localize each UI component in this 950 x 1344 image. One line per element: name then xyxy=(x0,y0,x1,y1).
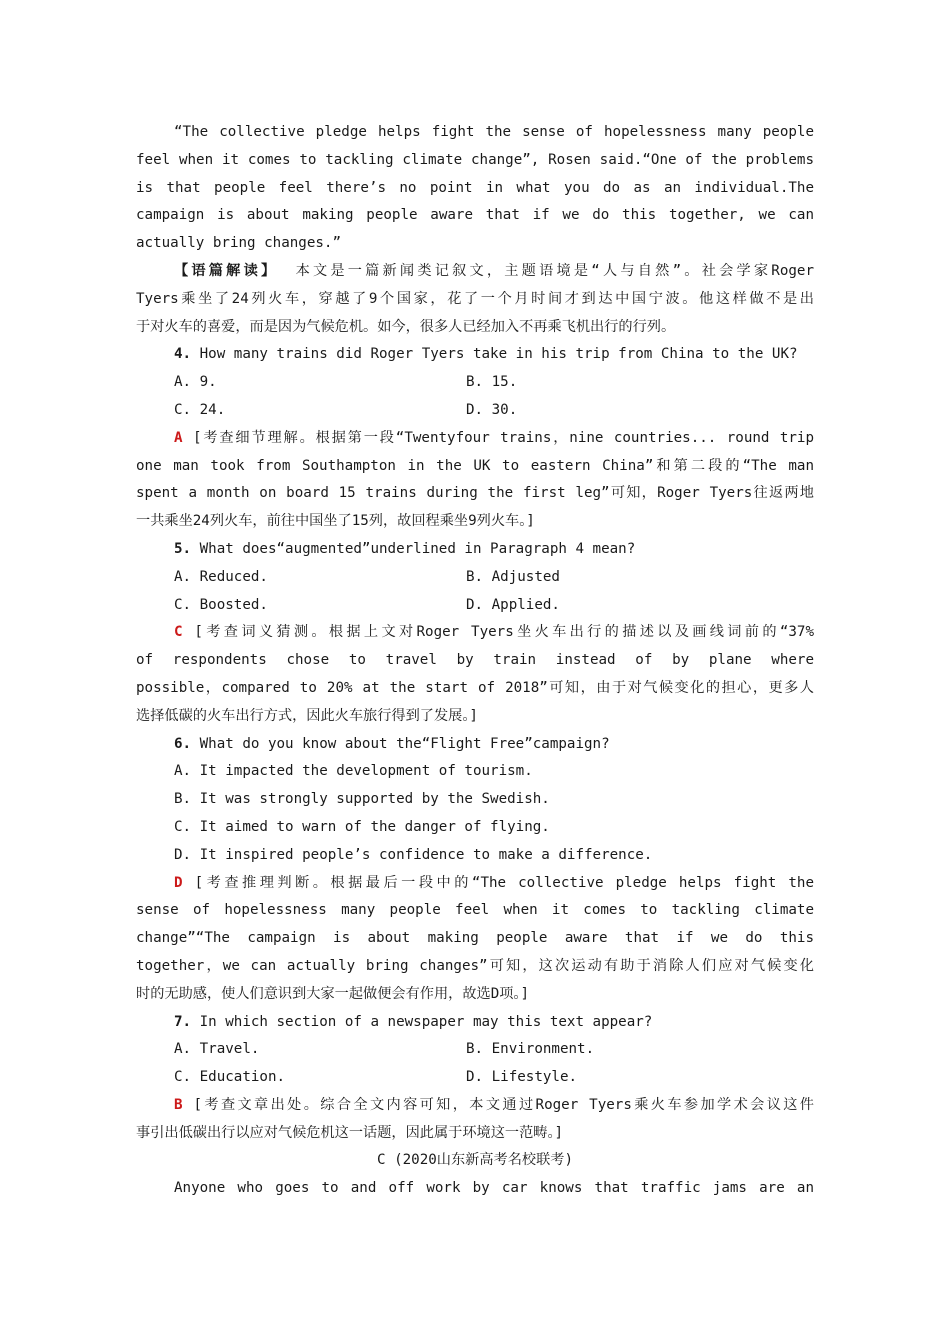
options-row xyxy=(136,369,814,397)
question-text: What does“augmented”underlined in Paragraph 4 mean? xyxy=(199,540,636,557)
analysis-line xyxy=(136,258,814,286)
passage-analysis xyxy=(136,258,814,341)
explanation-line: sense of hopelessness many people feel when it comes to tackling climate xyxy=(136,902,814,919)
question-text: What do you know about the“Flight Free”campaign? xyxy=(199,735,610,752)
option-d[interactable]: D. Applied. xyxy=(466,596,560,613)
options-row xyxy=(136,592,814,620)
option-b[interactable]: B. Adjusted xyxy=(466,568,560,585)
option-d[interactable]: D. 30. xyxy=(466,401,518,418)
option-a[interactable]: A. 9. xyxy=(174,374,217,391)
option-a[interactable]: A. Reduced. xyxy=(174,568,268,585)
question-7 xyxy=(136,1009,814,1148)
question-4 xyxy=(136,341,814,536)
question-number: 7. xyxy=(174,1013,192,1030)
explanation-line: possible，compared to 20% at the start of 2018”可知，由于对气候变化的担心，更多人 xyxy=(136,679,814,696)
question-stem xyxy=(136,731,814,759)
option-c[interactable]: C. Education. xyxy=(174,1069,286,1086)
answer-key: B xyxy=(174,1096,183,1113)
options-row xyxy=(136,1064,814,1092)
explanation-line: spent a month on board 15 trains during the first leg”可知，Roger Tyers往返两地 xyxy=(136,485,814,502)
explanation-line: 时的无助感，使人们意识到大家一起做便会有作用，故选D项。] xyxy=(136,985,530,1002)
analysis-label: 【语篇解读】 xyxy=(174,262,279,279)
answer-key: D xyxy=(174,874,183,891)
analysis-text: 本文是一篇新闻类记叙文，主题语境是“人与自然”。社会学家Roger xyxy=(292,262,814,279)
explanation-line: 一共乘坐24列火车，前往中国坐了15列，故回程乘坐9列火车。] xyxy=(136,513,535,530)
explanation-text: [考查推理判断。根据最后一段中的“The collective pledge helps fight the xyxy=(194,874,814,891)
option-c[interactable]: C. 24. xyxy=(174,401,226,418)
option-d[interactable]: D. Lifestyle. xyxy=(466,1069,578,1086)
options-row xyxy=(136,397,814,425)
option-b[interactable]: B. It was strongly supported by the Swedish. xyxy=(174,791,550,808)
question-number: 6. xyxy=(174,735,192,752)
passage-line: campaign is about making people aware that if we do this together, we can xyxy=(136,207,814,224)
section-c xyxy=(136,1147,814,1203)
passage-line: actually bring changes.” xyxy=(136,235,341,252)
explanation-line: change”“The campaign is about making people aware that if we do this xyxy=(136,930,814,947)
option-a[interactable]: A. It impacted the development of tourism. xyxy=(174,763,533,780)
passage-line: “The collective pledge helps fight the sense of hopelessness many people xyxy=(174,124,814,140)
passage-line: is that people feel there’s no point in what you do as an individual.The xyxy=(136,179,814,196)
options-row xyxy=(136,564,814,592)
explanation-line: of respondents chose to travel by train instead of by plane where xyxy=(136,652,814,669)
option-b[interactable]: B. 15. xyxy=(466,374,518,391)
explanation-line xyxy=(136,619,814,647)
explanation-line: 选择低碳的火车出行方式，因此火车旅行得到了发展。] xyxy=(136,707,478,724)
explanation-text: [考查细节理解。根据第一段“Twentyfour trains，nine countries... round trip xyxy=(192,429,814,446)
option-d[interactable]: D. It inspired people’s confidence to make a difference. xyxy=(174,846,653,863)
question-text: In which section of a newspaper may this text appear? xyxy=(199,1013,653,1030)
section-first-line: Anyone who goes to and off work by car knows that traffic jams are an xyxy=(174,1180,814,1197)
option-c[interactable]: C. Boosted. xyxy=(174,596,268,613)
explanation-line: one man took from Southampton in the UK to eastern China”和第二段的“The man xyxy=(136,457,814,474)
explanation-line xyxy=(136,425,814,453)
option-a[interactable]: A. Travel. xyxy=(174,1041,260,1058)
question-5 xyxy=(136,536,814,731)
explanation-text: [考查文章出处。综合全文内容可知，本文通过Roger Tyers乘火车参加学术会议这件 xyxy=(193,1096,814,1113)
analysis-line: Tyers乘坐了24列火车，穿越了9个国家，花了一个月时间才到达中国宁波。他这样做不是出 xyxy=(136,290,814,307)
explanation-line xyxy=(136,1092,814,1120)
question-number: 5. xyxy=(174,540,192,557)
question-text: How many trains did Roger Tyers take in his trip from China to the UK? xyxy=(199,346,798,363)
question-stem xyxy=(136,341,814,369)
answer-key: C xyxy=(174,624,183,641)
explanation-line: 事引出低碳出行以应对气候危机这一话题，因此属于环境这一范畴。] xyxy=(136,1124,564,1141)
question-number: 4. xyxy=(174,346,192,363)
document-page xyxy=(136,119,814,1203)
option-c[interactable]: C. It aimed to warn of the danger of flying. xyxy=(174,818,550,835)
section-heading: C (2020山东新高考名校联考) xyxy=(376,1152,574,1169)
option-b[interactable]: B. Environment. xyxy=(466,1041,595,1058)
passage-line: feel when it comes to tackling climate change”, Rosen said.“One of the problems xyxy=(136,151,814,168)
analysis-line: 于对火车的喜爱，而是因为气候危机。如今，很多人已经加入不再乘飞机出行的行列。 xyxy=(136,318,676,335)
question-stem xyxy=(136,1009,814,1037)
explanation-text: [考查词义猜测。根据上文对Roger Tyers坐火车出行的描述以及画线词前的“37% xyxy=(194,624,814,641)
explanation-line: together，we can actually bring changes”可知，这次运动有助于消除人们应对气候变化 xyxy=(136,957,814,974)
question-6 xyxy=(136,731,814,1009)
passage-paragraph xyxy=(136,119,814,258)
explanation-line xyxy=(136,870,814,898)
question-stem xyxy=(136,536,814,564)
answer-key: A xyxy=(174,429,183,446)
options-row xyxy=(136,1036,814,1064)
